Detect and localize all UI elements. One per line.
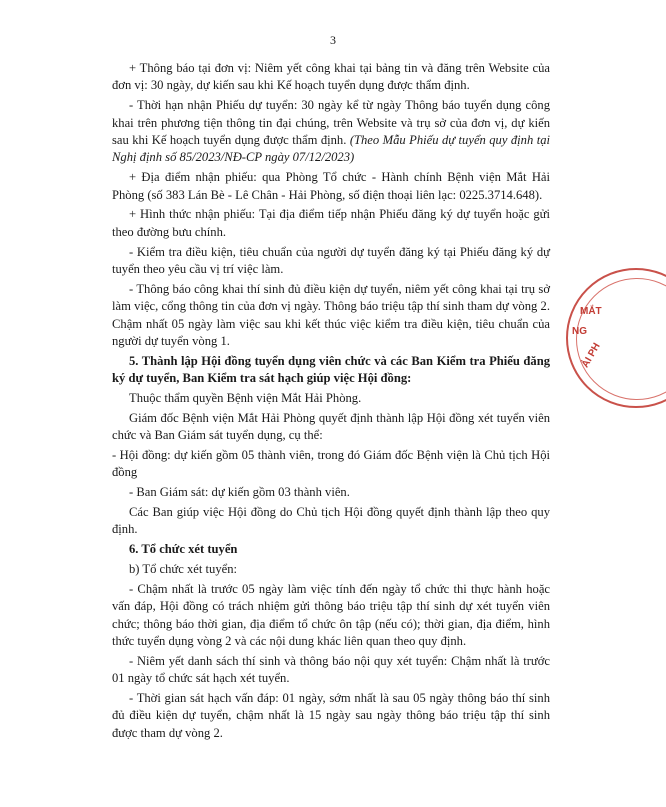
stamp-text-3: ẢI PH <box>579 341 603 370</box>
paragraph-authority: Thuộc thẩm quyền Bệnh viện Mắt Hải Phòng. <box>129 391 362 406</box>
paragraph-supervision: - Ban Giám sát: dự kiến gồm 03 thành viên. <box>129 485 350 500</box>
paragraph-committees: Các Ban giúp việc Hội đồng do Chủ tịch Hội đồng quyết định thành lập theo quy định. <box>112 505 550 537</box>
page-number: 3 <box>330 33 336 47</box>
document-body <box>112 60 550 745</box>
section-6-heading: 6. Tổ chức xét tuyển <box>129 542 238 557</box>
stamp-text-2: NG <box>572 326 587 337</box>
stamp-inner-ring <box>576 278 666 400</box>
paragraph-deadline <box>112 97 550 167</box>
paragraph-director: Giám đốc Bệnh viện Mắt Hải Phòng quyết định thành lập Hội đồng xét tuyển viên chức và Ban Giám sát tuyển dụng, cụ thể: <box>112 410 550 443</box>
paragraph-notice-unit: + Thông báo tại đơn vị: Niêm yết công khai tại bảng tin và đăng trên Website của đơn vị: 30 ngày, dự kiến sau khi Kế hoạch tuyển dụng được thẩm định. <box>112 61 550 93</box>
paragraph-list: - Niêm yết danh sách thí sinh và thông báo nội quy xét tuyển: Chậm nhất là trước 01 ngày tổ chức sát hạch xét tuyển. <box>112 653 550 686</box>
paragraph-check: - Kiểm tra điều kiện, tiêu chuẩn của người dự tuyển đăng ký tại Phiếu đăng ký dự tuyển theo yêu cầu vị trí việc làm. <box>112 244 550 277</box>
deadline-note: (Theo Mẫu Phiếu dự tuyển quy định tại Nghị định số 85/2023/NĐ-CP ngày 07/12/2023) <box>112 133 550 165</box>
paragraph-location: + Địa điểm nhận phiếu: qua Phòng Tổ chức - Hành chính Bệnh viện Mắt Hải Phòng (số 383 Lán Bè - Lê Chân - Hải Phòng, số điện thoại liên lạc: 0225.3714.648). <box>112 170 550 202</box>
paragraph-interview: - Thời gian sát hạch vấn đáp: 01 ngày, sớm nhất là sau 05 ngày thông báo thí sinh đủ điều kiện dự tuyển, chậm nhất là 15 ngày sau ngày thông báo triệu tập thí sinh được tham dự vòng 2. <box>112 691 550 740</box>
paragraph-organize: b) Tổ chức xét tuyển: <box>129 562 238 577</box>
paragraph-council: - Hội đồng: dự kiến gồm 05 thành viên, trong đó Giám đốc Bệnh viện là Chủ tịch Hội đồng <box>112 448 550 480</box>
deadline-text: - Thời hạn nhận Phiếu dự tuyển: 30 ngày kể từ ngày Thông báo tuyển dụng công khai trên phương tiện thông tin đại chúng, trên Website và trụ sở của đơn vị, dự kiến sau khi Kế hoạch tuyển dụng được thẩm định. <box>112 98 550 148</box>
paragraph-summon: - Chậm nhất là trước 05 ngày làm việc tính đến ngày tổ chức thi thực hành hoặc vấn đáp, Hội đồng có trách nhiệm gửi thông báo triệu tập thí sinh dự xét tuyển viên chức; thông báo thời gian, địa điểm tổ chức ôn tập (nếu có); thời gian, địa điểm, hình thức tuyển dụng vòng 2 và các nội dung khác liên quan theo quy định. <box>112 581 550 649</box>
red-seal-stamp <box>566 268 666 408</box>
paragraph-form: + Hình thức nhận phiếu: Tại địa điểm tiếp nhận Phiếu đăng ký dự tuyển hoặc gửi theo đường bưu chính. <box>112 207 550 239</box>
stamp-text-1: MẮT <box>580 306 602 317</box>
paragraph-public-notice: - Thông báo công khai thí sinh đủ điều kiện dự tuyển, niêm yết công khai tại trụ sở làm việc, cổng thông tin của đơn vị ngày. Thông báo triệu tập thí sinh tham dự vòng 2. Chậm nhất 05 ngày làm việc sau khi kết thúc việc kiểm tra điều kiện, tiêu chuẩn của người dự tuyển vòng 1. <box>112 281 550 349</box>
section-5-heading: 5. Thành lập Hội đồng tuyển dụng viên chức và các Ban Kiểm tra Phiếu đăng ký dự tuyển, Ban Kiểm tra sát hạch giúp việc Hội đồng: <box>112 353 550 386</box>
